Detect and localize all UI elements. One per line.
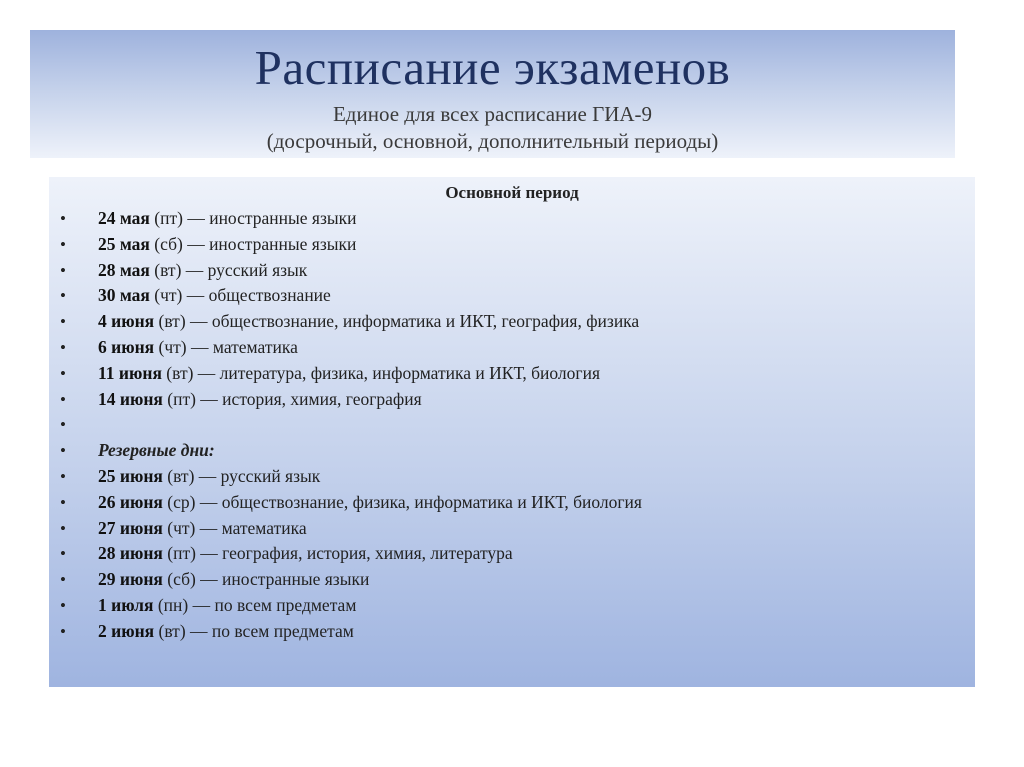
list-item [49, 567, 975, 593]
exam-date: 26 июня [98, 491, 163, 512]
exam-subjects: (вт) — по всем предметам [154, 620, 354, 641]
title-banner [30, 30, 955, 158]
bullet-icon: • [60, 518, 66, 538]
bullet-icon: • [60, 286, 66, 306]
exam-subjects: (чт) — математика [154, 336, 298, 357]
exam-subjects: (сб) — иностранные языки [149, 233, 357, 254]
exam-date: 6 июня [98, 336, 155, 357]
exam-date: 1 июля [98, 594, 154, 615]
bullet-icon: • [60, 621, 66, 641]
exam-date: 4 июня [98, 311, 155, 332]
exam-subjects: (ср) — обществознание, физика, информатика и ИКТ, биология [162, 491, 642, 512]
bullet-icon: • [60, 363, 66, 383]
reserve-days-label: Резервные дни: [98, 440, 215, 461]
schedule-list [49, 206, 975, 645]
exam-date: 30 мая [98, 285, 150, 306]
bullet-icon: • [60, 492, 66, 512]
section-heading: Основной период [445, 183, 579, 202]
bullet-icon: • [60, 544, 66, 564]
list-item [49, 335, 975, 361]
list-item [49, 283, 975, 309]
bullet-icon: • [60, 570, 66, 590]
list-item [49, 541, 975, 567]
exam-subjects: (чт) — математика [162, 517, 307, 538]
exam-date: 28 июня [98, 543, 163, 564]
list-item [49, 464, 975, 490]
bullet-icon: • [60, 466, 66, 486]
bullet-icon: • [60, 441, 66, 461]
list-item [49, 361, 975, 387]
list-item [49, 593, 975, 619]
list-item [49, 619, 975, 645]
exam-subjects: (вт) — русский язык [149, 259, 308, 280]
exam-date: 24 мая [98, 208, 150, 228]
bullet-icon: • [60, 234, 66, 254]
exam-subjects: (пт) — география, история, химия, литература [162, 543, 513, 564]
exam-subjects: (сб) — иностранные языки [162, 569, 370, 590]
bullet-icon: • [60, 595, 66, 615]
exam-date: 28 мая [98, 259, 150, 280]
exam-subjects: (вт) — обществознание, информатика и ИКТ, география, физика [154, 311, 640, 332]
bullet-icon: • [60, 415, 66, 435]
bullet-icon: • [60, 337, 66, 357]
list-item [49, 258, 975, 284]
exam-date: 11 июня [98, 362, 162, 383]
exam-date: 2 июня [98, 620, 155, 641]
slide-title: Расписание экзаменов [254, 40, 731, 95]
list-item [49, 232, 975, 258]
exam-subjects: (вт) — русский язык [162, 465, 321, 486]
bullet-icon: • [60, 389, 66, 409]
exam-subjects: (пн) — по всем предметам [153, 594, 357, 615]
slide-subtitle-line-1: Единое для всех расписание ГИА-9 [332, 102, 653, 126]
slide-subtitle-line-2: (досрочный, основной, дополнительный периоды) [266, 129, 719, 153]
exam-subjects: (чт) — обществознание [149, 285, 331, 306]
exam-subjects: (пт) — история, химия, география [162, 388, 422, 409]
exam-date: 29 июня [98, 569, 163, 590]
reserve-days-heading [49, 438, 975, 464]
exam-date: 14 июня [98, 388, 163, 409]
exam-date: 25 мая [98, 233, 150, 254]
exam-date: 27 июня [98, 517, 163, 538]
list-item [49, 206, 975, 232]
list-item [49, 490, 975, 516]
list-item [49, 387, 975, 413]
list-item-empty [49, 412, 975, 438]
list-item [49, 516, 975, 542]
list-item [49, 309, 975, 335]
bullet-icon: • [60, 209, 66, 228]
bullet-icon: • [60, 260, 66, 280]
exam-date: 25 июня [98, 465, 163, 486]
exam-subjects: (пт) — иностранные языки [149, 208, 357, 228]
exam-subjects: (вт) — литература, физика, информатика и ИКТ, биология [161, 362, 600, 383]
schedule-panel [49, 177, 975, 687]
bullet-icon: • [60, 312, 66, 332]
